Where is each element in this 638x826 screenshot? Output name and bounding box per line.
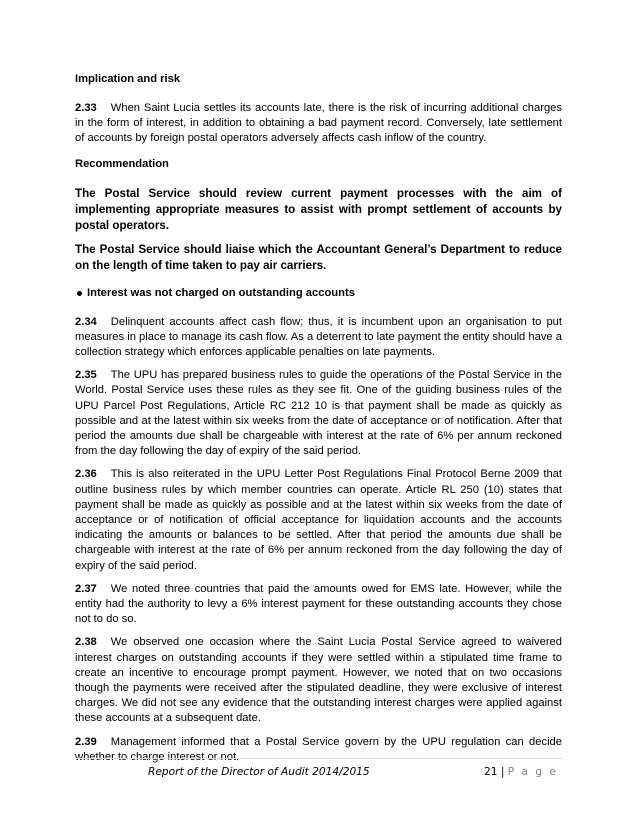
paragraph-2-39 — [75, 735, 562, 765]
bullet-heading — [75, 286, 562, 301]
bullet-icon — [77, 291, 82, 296]
footer-page-indicator — [484, 766, 558, 778]
footer-page-number: 21 — [483, 766, 498, 778]
paragraph-number: 2.38 — [75, 636, 97, 649]
paragraph-2-36 — [75, 467, 562, 573]
paragraph-2-33 — [75, 101, 562, 147]
paragraph-text: We observed one occasion where the Saint Lucia Postal Service agreed to waivered interest charges on outstanding accounts if they were settled within a stipulated time frame to create an incentive to encourage prompt payment. However, we noted that on two occasions though the payments were received after the stipulated deadline, they were exclusive of interest charges. We did not see any evidence that the outstanding interest charges were applied against these accounts at a subsequent date. — [75, 636, 562, 725]
recommendation-2: The Postal Service should liaise which the Accountant General’s Department to reduce on the length of time taken to pay air carriers. — [75, 242, 562, 272]
footer-separator: | — [500, 766, 505, 778]
paragraph-text: Management informed that a Postal Service govern by the UPU regulation can decide whether to charge interest or not. — [75, 735, 562, 763]
paragraph-text: Delinquent accounts affect cash flow; thus, it is incumbent upon an organisation to put measures in place to manage its cash flow. As a deterrent to late payment the entity should have a collection strategy which enforces applicable penalties on late payments. — [75, 315, 562, 359]
paragraph-number: 2.33 — [75, 102, 97, 114]
paragraph-number: 2.36 — [75, 468, 97, 481]
paragraph-2-37 — [75, 582, 562, 628]
section-heading-recommendation: Recommendation — [75, 157, 169, 170]
paragraph-2-38 — [75, 635, 562, 726]
paragraph-text: The UPU has prepared business rules to guide the operations of the Postal Service in the World. Postal Service uses these rules as they see fit. One of the guiding business rules of the UPU Parcel Post Regulations, Article RC 212 10 is that payment shall be made as quickly as possible and at the latest within six weeks from the date of acceptance or of notification. After that period the amounts due shall be chargeable with interest at the rate of 6% per annum reckoned from the day following the day of expiry of the said period. — [75, 369, 562, 458]
paragraph-2-35 — [75, 368, 562, 459]
document-body — [75, 72, 562, 773]
bullet-heading-text: Interest was not charged on outstanding accounts — [87, 286, 355, 299]
paragraph-number: 2.39 — [75, 735, 97, 748]
paragraph-text: We noted three countries that paid the amounts owed for EMS late. However, while the entity had the authority to levy a 6% interest payment for these outstanding accounts they chose not to do so. — [75, 582, 562, 626]
paragraph-number: 2.37 — [75, 582, 97, 595]
paragraph-2-34 — [75, 315, 562, 361]
footer-page-label: P a g e — [507, 766, 558, 778]
recommendation-1: The Postal Service should review current payment processes with the aim of implementing appropriate measures to assist with prompt settlement of accounts by postal operators. — [75, 186, 562, 232]
footer-report-title: Report of the Director of Audit 2014/2015 — [148, 766, 370, 778]
section-heading-implication: Implication and risk — [75, 73, 181, 85]
paragraph-number: 2.34 — [75, 315, 97, 328]
paragraph-text: When Saint Lucia settles its accounts late, there is the risk of incurring additional charges in the form of interest, in addition to obtaining a bad payment record. Conversely, late settlement of accounts by foreign postal operators adversely affects cash inflow of the country. — [75, 102, 562, 145]
page-footer — [75, 766, 562, 782]
paragraph-text: This is also reiterated in the UPU Letter Post Regulations Final Protocol Berne 2009 that outline business rules by which member countries can operate. Article RL 250 (10) states that payment shall be made as quickly as possible and at the latest within six weeks from the date of acceptance or of notification of official acceptance for liquidation accounts and the accounts indicating the amounts or balances to be settled. After that period the amounts due shall be chargeable with interest at the rate of 6% per annum reckoned from the day following the day of expiry of the said period. — [75, 468, 562, 572]
footer-divider — [75, 758, 562, 759]
paragraph-number: 2.35 — [75, 369, 97, 382]
